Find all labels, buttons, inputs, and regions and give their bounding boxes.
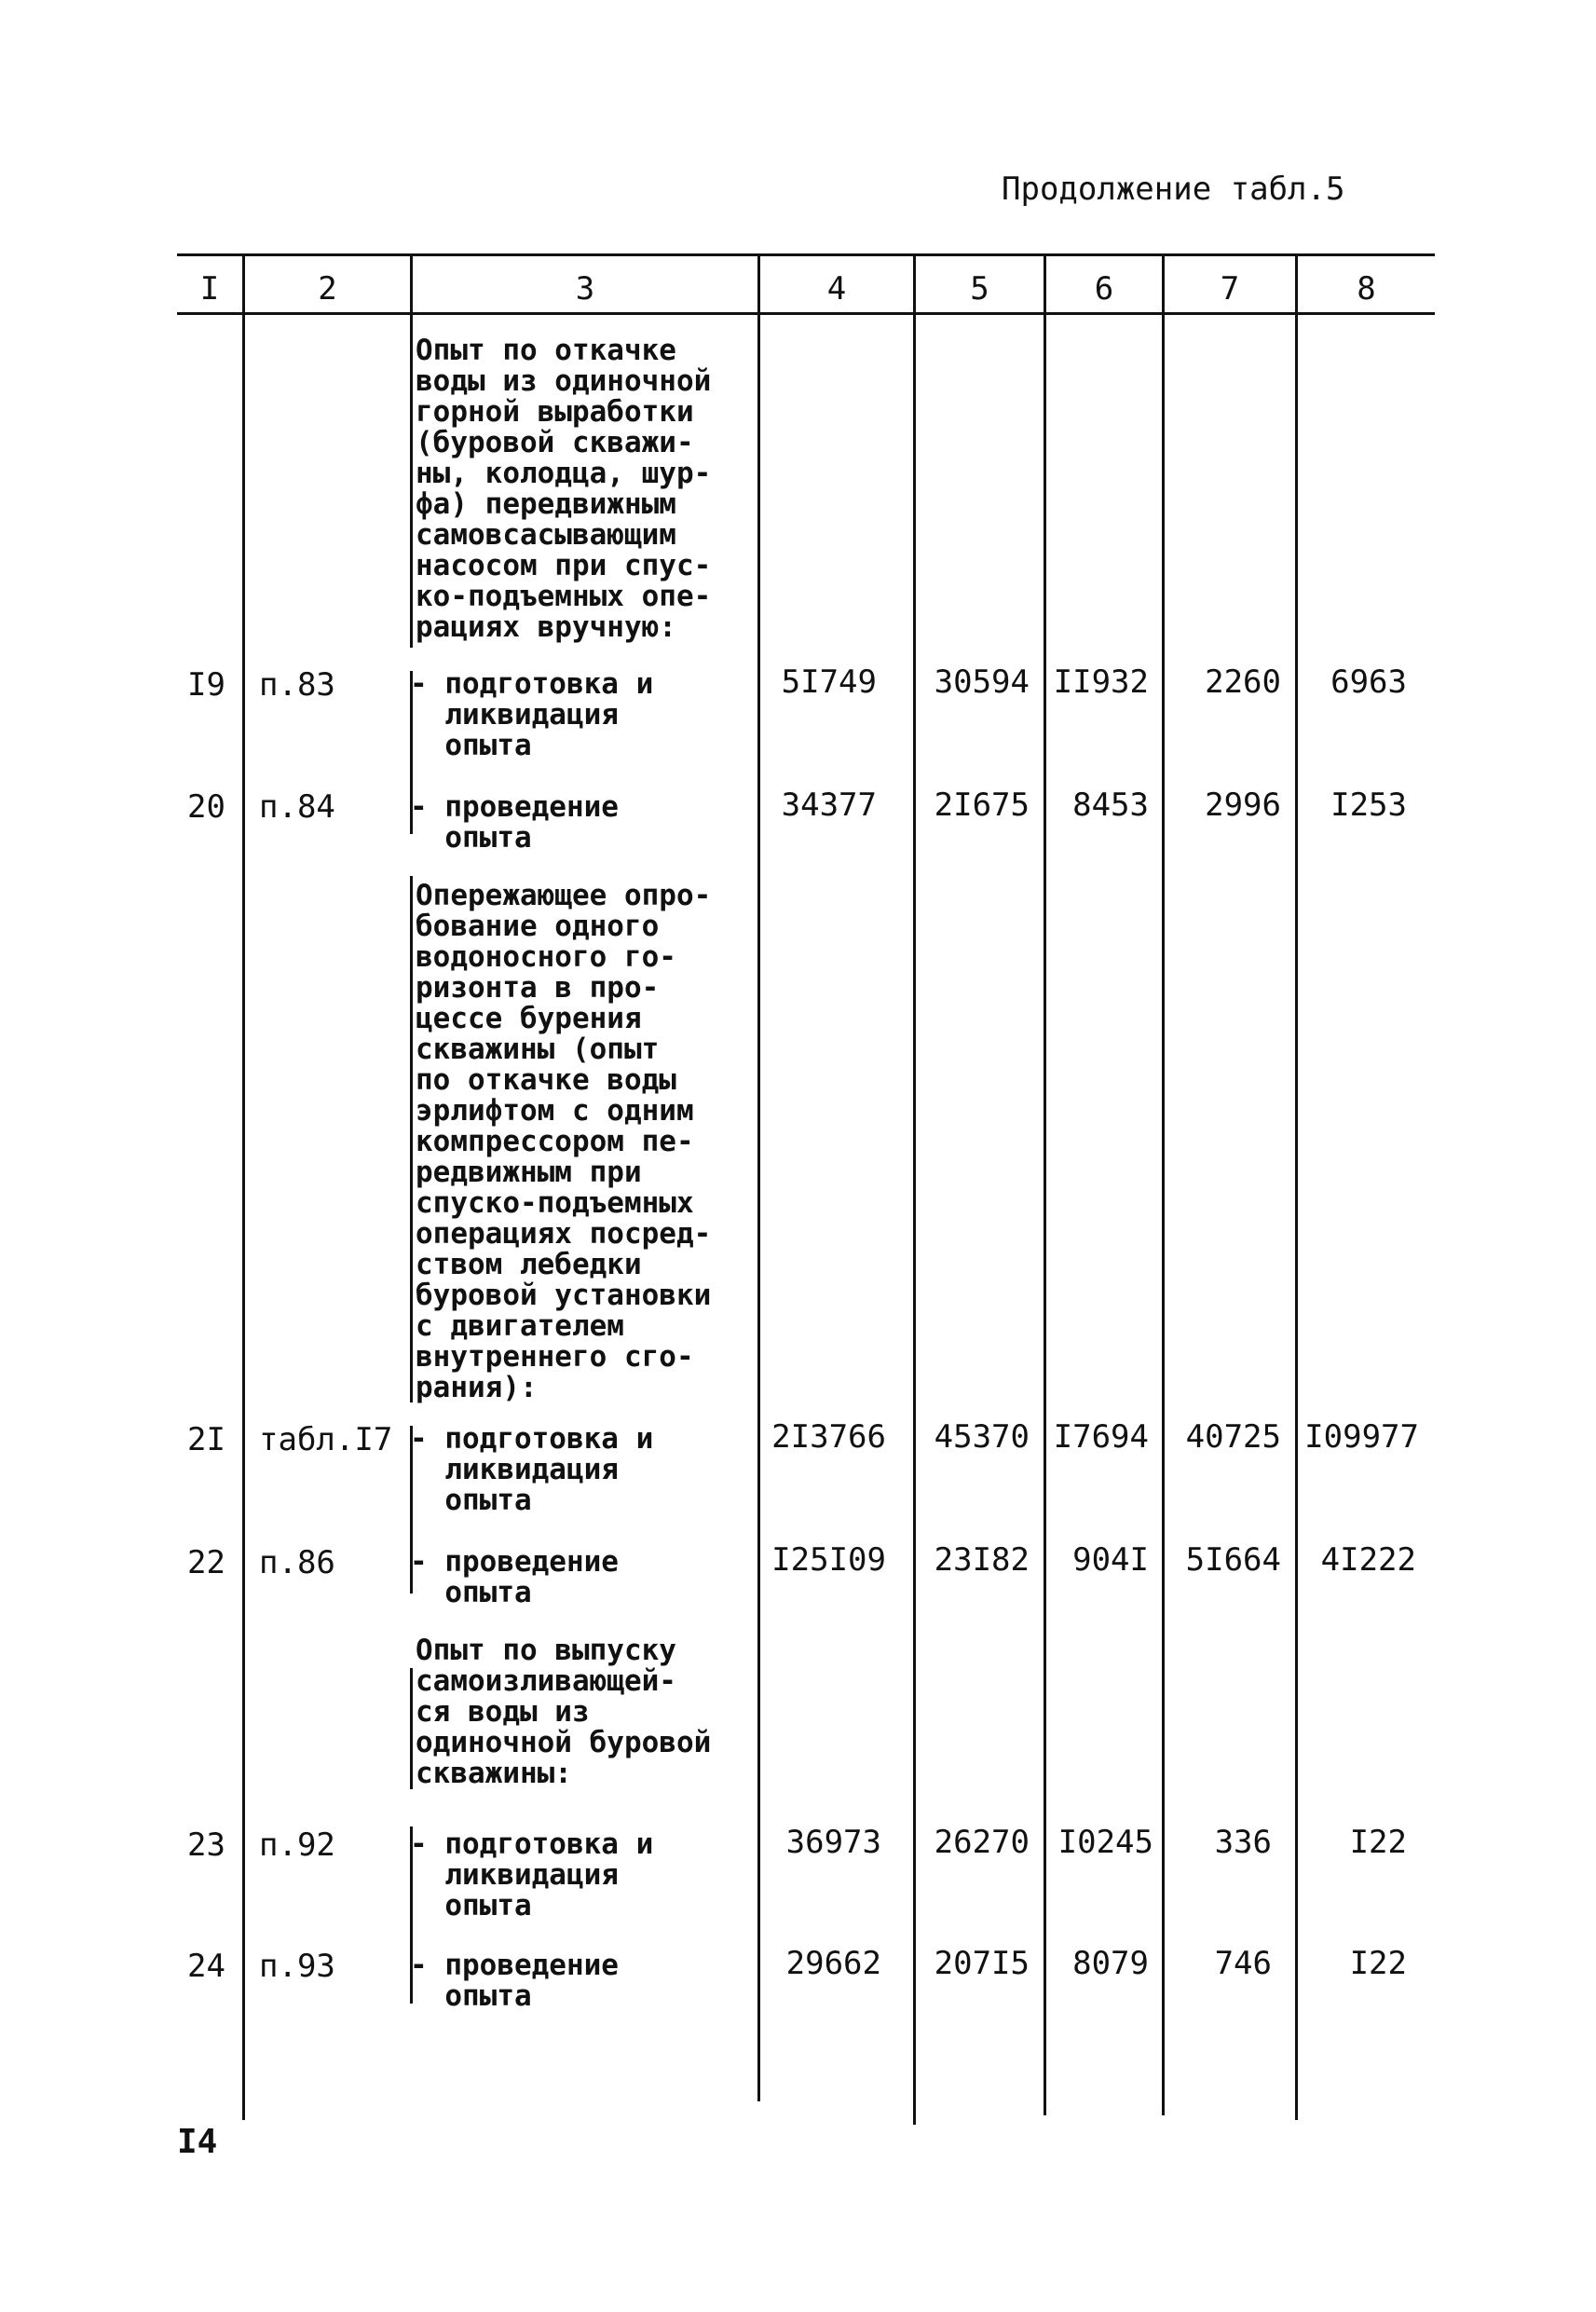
row-reference: п.86 [259, 1544, 335, 1581]
cell-col-8: I22 [1349, 1945, 1407, 1982]
column-rule-2-seg-e [410, 1668, 413, 1789]
cell-col-4: 36973 [785, 1824, 881, 1861]
column-rule-2-seg-c [410, 876, 413, 1402]
cell-col-6: I7694 [1053, 1418, 1149, 1456]
row-reference: табл.I7 [259, 1421, 393, 1458]
page-number: I4 [177, 2123, 218, 2161]
cell-col-5: 2I675 [934, 787, 1030, 824]
cell-col-8: 6963 [1330, 664, 1407, 701]
cell-col-7: 2260 [1205, 664, 1281, 701]
row-description: - проведение опыта [410, 1949, 619, 2013]
row-number: 20 [187, 788, 225, 826]
row-description: - проведение опыта [410, 790, 619, 855]
cell-col-4: 2I3766 [771, 1418, 886, 1456]
cell-col-8: I22 [1349, 1824, 1407, 1861]
cell-col-6: 8453 [1072, 787, 1149, 824]
cell-col-7: 5I664 [1185, 1541, 1281, 1579]
cell-col-4: 34377 [781, 787, 877, 824]
table-top-rule [177, 253, 1435, 256]
cell-col-5: 45370 [934, 1418, 1030, 1456]
column-rule-1 [242, 256, 245, 2120]
cell-col-6: 8079 [1072, 1945, 1149, 1982]
cell-col-7: 40725 [1185, 1418, 1281, 1456]
cell-col-4: 5I749 [781, 664, 877, 701]
column-rule-2-seg-a [410, 331, 413, 648]
cell-col-6: II932 [1053, 664, 1149, 701]
row-number: 2I [187, 1421, 225, 1458]
table-caption: Продолжение табл.5 [1002, 171, 1345, 208]
cell-col-5: 26270 [934, 1824, 1030, 1861]
header-cell-1: I [199, 270, 220, 308]
cell-col-5: 30594 [934, 664, 1030, 701]
cell-col-4: I25I09 [771, 1541, 886, 1579]
section-heading-1: Опыт по откачке воды из одиночной горной выработки (буровой скважи- ны, колодца, шур- фа) передвижным самовсасывающим насосом при спус- ко-подъемных опе- рациях вручную: [416, 334, 712, 644]
cell-col-7: 336 [1214, 1824, 1272, 1861]
header-cell-6: 6 [1094, 270, 1114, 308]
table-header-rule [177, 312, 1435, 315]
section-heading-3: Опыт по выпуску самоизливающей- ся воды из одиночной буровой скважины: [416, 1634, 712, 1790]
cell-col-7: 746 [1214, 1945, 1272, 1982]
cell-col-6: 904I [1072, 1541, 1149, 1579]
cell-col-5: 207I5 [934, 1945, 1030, 1982]
row-number: 24 [187, 1948, 225, 1985]
row-description: - подготовка и ликвидация опыта [410, 1827, 654, 1922]
header-cell-5: 5 [970, 270, 989, 308]
header-cell-2: 2 [318, 270, 337, 308]
row-reference: п.92 [259, 1826, 335, 1864]
cell-col-7: 2996 [1205, 787, 1281, 824]
row-description: - подготовка и ликвидация опыта [410, 667, 654, 762]
row-number: 22 [187, 1544, 225, 1581]
row-reference: п.84 [259, 788, 335, 826]
cell-col-4: 29662 [785, 1945, 881, 1982]
row-number: I9 [187, 666, 225, 704]
header-cell-7: 7 [1220, 270, 1240, 308]
header-cell-4: 4 [826, 270, 847, 308]
row-reference: п.83 [259, 666, 335, 704]
header-cell-8: 8 [1357, 270, 1376, 308]
cell-col-5: 23I82 [934, 1541, 1030, 1579]
row-number: 23 [187, 1826, 225, 1864]
cell-col-8: I253 [1330, 787, 1407, 824]
cell-col-8: I09977 [1304, 1418, 1419, 1456]
row-reference: п.93 [259, 1948, 335, 1985]
row-description: - проведение опыта [410, 1545, 619, 1609]
header-cell-3: 3 [575, 270, 595, 308]
cell-col-8: 4I222 [1320, 1541, 1416, 1579]
section-heading-2: Опережающее опро- бование одного водоносного го- ризонта в про- цессе бурения скважины (опыт по откачке воды эрлифтом с одним компрессором пе- редвижным при спуско-подъемных операциях посред- ством лебедки буровой установки с двигателем внутреннего сго- рания): [416, 879, 712, 1404]
row-description: - подготовка и ликвидация опыта [410, 1422, 654, 1517]
cell-col-6: I0245 [1057, 1824, 1153, 1861]
